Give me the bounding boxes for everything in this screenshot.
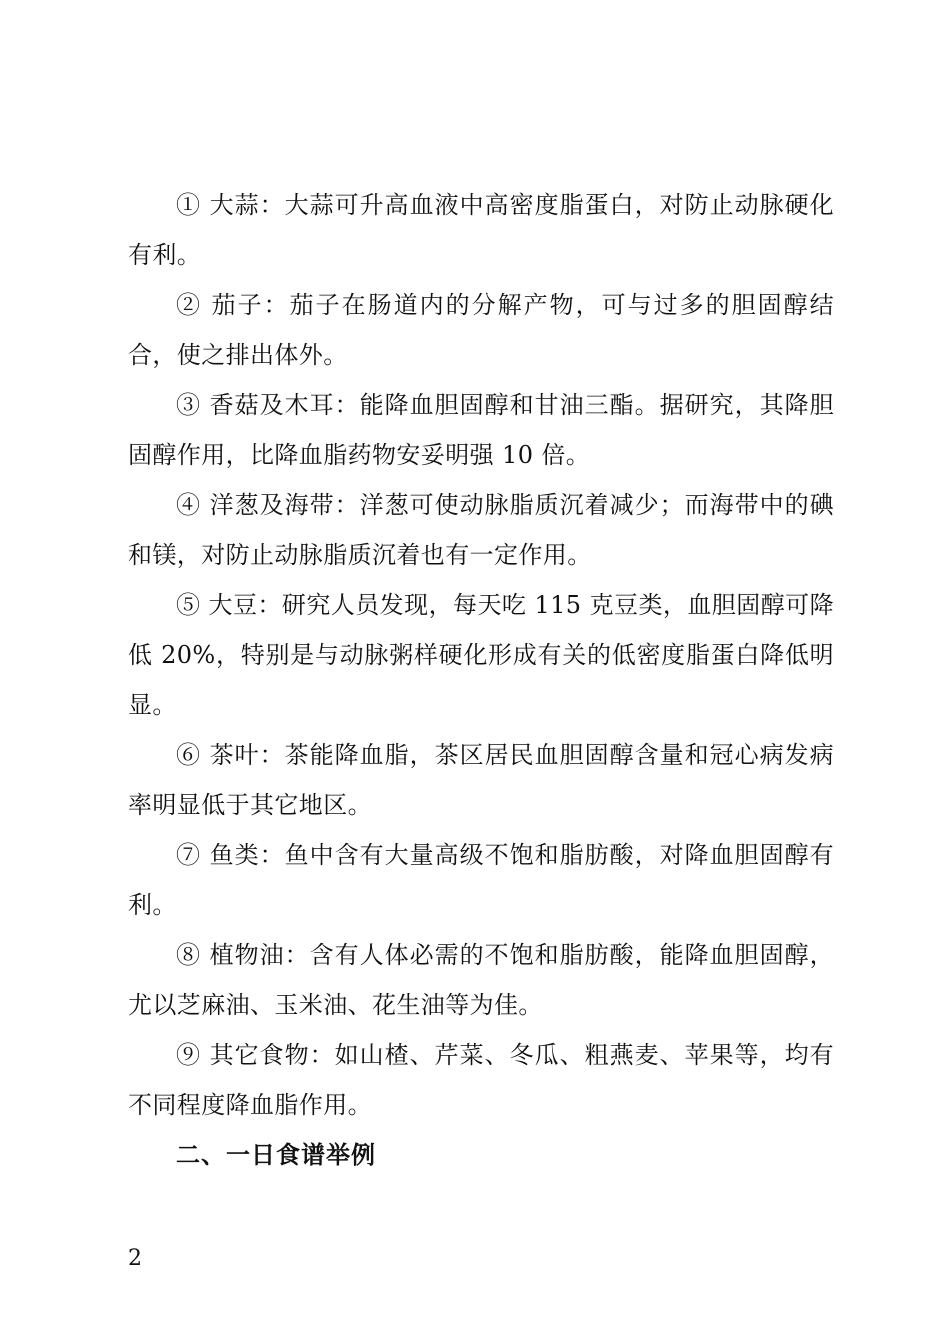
paragraph-onion-kelp: ④ 洋葱及海带：洋葱可使动脉脂质沉着减少；而海带中的碘和镁，对防止动脉脂质沉着也有一定作用。 — [128, 491, 834, 569]
paragraph-eggplant: ② 茄子：茄子在肠道内的分解产物，可与过多的胆固醇结合，使之排出体外。 — [128, 291, 834, 369]
paragraph-vegetable-oil: ⑧ 植物油：含有人体必需的不饱和脂肪酸，能降血胆固醇，尤以芝麻油、玉米油、花生油等为佳。 — [128, 941, 834, 1019]
paragraph-fish: ⑦ 鱼类：鱼中含有大量高级不饱和脂肪酸，对降血胆固醇有利。 — [128, 841, 834, 919]
paragraph-soybean: ⑤ 大豆：研究人员发现，每天吃 115 克豆类，血胆固醇可降低 20%，特别是与动脉粥样硬化形成有关的低密度脂蛋白降低明显。 — [128, 591, 834, 719]
section-heading: 二、一日食谱举例 — [176, 1141, 376, 1169]
paragraph-mushroom-fungus: ③ 香菇及木耳：能降血胆固醇和甘油三酯。据研究，其降胆固醇作用，比降血脂药物安妥明强 10 倍。 — [128, 391, 834, 469]
page-number: 2 — [128, 1246, 142, 1271]
paragraph-tea: ⑥ 茶叶：茶能降血脂，茶区居民血胆固醇含量和冠心病发病率明显低于其它地区。 — [128, 741, 834, 819]
paragraph-other-foods: ⑨ 其它食物：如山楂、芹菜、冬瓜、粗燕麦、苹果等，均有不同程度降血脂作用。 — [128, 1041, 834, 1119]
paragraph-garlic: ① 大蒜：大蒜可升高血液中高密度脂蛋白，对防止动脉硬化有利。 — [128, 191, 834, 269]
body-text — [128, 180, 834, 1180]
